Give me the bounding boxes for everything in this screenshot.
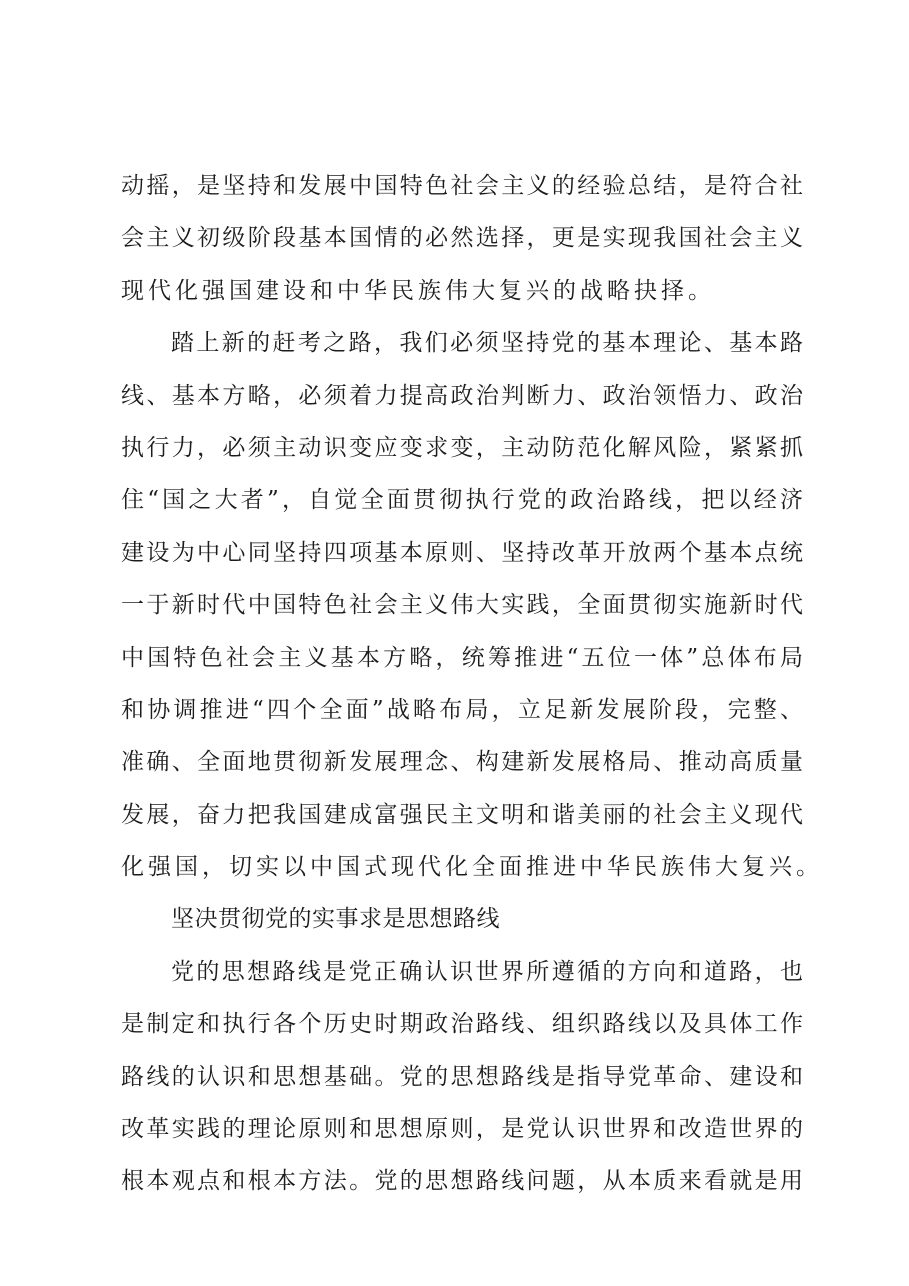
text-line: 发展，奋力把我国建成富强民主文明和谐美丽的社会主义现代: [121, 801, 803, 828]
text-line: 和协调推进“四个全面”战略布局，立足新发展阶段，完整、: [121, 696, 803, 723]
paragraph: [121, 160, 803, 317]
text-line: 踏上新的赶考之路，我们必须坚持党的基本理论、基本路: [171, 330, 803, 357]
section-heading: [121, 893, 803, 945]
text-line: 线、基本方略，必须着力提高政治判断力、政治领悟力、政治: [121, 382, 803, 409]
text-line: 一于新时代中国特色社会主义伟大实践，全面贯彻实施新时代: [121, 592, 803, 619]
text-line: 准确、全面地贯彻新发展理念、构建新发展格局、推动高质量: [121, 749, 803, 776]
text-line: 住“国之大者”，自觉全面贯彻执行党的政治路线，把以经济: [121, 487, 803, 514]
text-line: 路线的认识和思想基础。党的思想路线是指导党革命、建设和: [121, 1063, 803, 1090]
heading-text: 坚决贯彻党的实事求是思想路线: [171, 906, 500, 933]
document-body: [121, 160, 823, 1208]
text-line: 化强国，切实以中国式现代化全面推进中华民族伟大复兴。: [121, 854, 823, 881]
text-line: 党的思想路线是党正确认识世界所遵循的方向和道路，也: [171, 958, 803, 985]
text-line: 中国特色社会主义基本方略，统筹推进“五位一体”总体布局: [121, 644, 803, 671]
text-line: 建设为中心同坚持四项基本原则、坚持改革开放两个基本点统: [121, 539, 803, 566]
text-line: 根本观点和根本方法。党的思想路线问题，从本质来看就是用: [121, 1168, 803, 1195]
text-line: 现代化强国建设和中华民族伟大复兴的战略抉择。: [121, 277, 715, 304]
paragraph: [121, 317, 823, 893]
paragraph: [121, 946, 803, 1208]
text-line: 执行力，必须主动识变应变求变，主动防范化解风险，紧紧抓: [121, 434, 803, 461]
text-line: 改革实践的理论原则和思想原则，是党认识世界和改造世界的: [121, 1116, 803, 1143]
text-line: 是制定和执行各个历史时期政治路线、组织路线以及具体工作: [121, 1011, 803, 1038]
text-line: 动摇，是坚持和发展中国特色社会主义的经验总结，是符合社: [121, 173, 803, 199]
text-line: 会主义初级阶段基本国情的必然选择，更是实现我国社会主义: [121, 225, 803, 252]
